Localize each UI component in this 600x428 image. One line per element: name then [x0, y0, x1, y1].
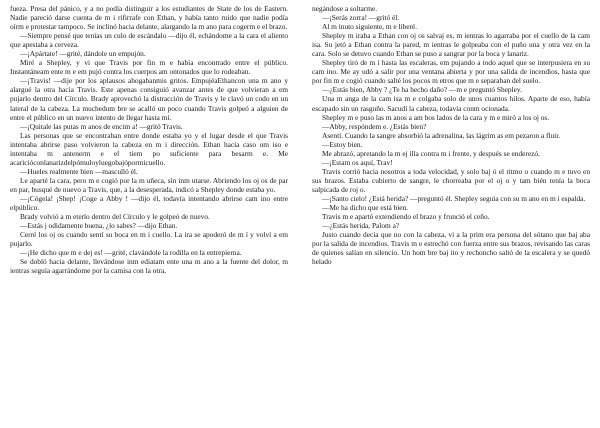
paragraph: —Siempre pensé que tenías un culo de escándalo —dijo él, echándome a la cara el aliento que apestaba a cerveza. [10, 31, 288, 50]
paragraph: —¡Serás zorra! —gritó él. [322, 13, 400, 23]
paragraph: —Abby, respóndem e. ¿Estás bien? [322, 121, 427, 131]
paragraph: —¡Santo cielo! ¿Está herida? —preguntó él. Shepley seguía con su m ano en m i espalda. [322, 193, 586, 203]
paragraph: Travis corrió hacia nosotros a toda velocidad, y solo baj ó el ritmo o cuando m e tuvo en sus brazos. Estaba cubierto de sangre, le chorreaba por el oj o y tam bién tenía la boca salpicada de roj o. [312, 166, 590, 194]
paragraph: —¡Quitale las putas m anos de encim a! —gritó Travis. [20, 121, 183, 131]
paragraph: Travis m e apartó extendiendo el brazo y frunció el ceño. [322, 212, 490, 222]
right-page [312, 0, 590, 428]
paragraph: —¿Estás herida, Palom a? [322, 221, 400, 231]
paragraph: —¡He dicho que m e dej es! —grité, clavándole la rodilla en la entrepierna. [20, 248, 242, 258]
paragraph: —¡Estam os aquí, Trav! [322, 157, 393, 167]
paragraph: Al m inuto siguiente, m e liberé. [322, 22, 417, 32]
paragraph: —¡Apártate! —grité, dándole un empujón. [20, 49, 146, 59]
paragraph: Una m anga de la cam isa m e colgaba solo de unos cuantos hilos. Aparte de eso, había escapado sin un rasguño. Sacudí la cabeza, todavía conm ocionada. [312, 94, 590, 113]
paragraph: —Estoy bien. [322, 139, 363, 149]
paragraph: Shepley m iraba a Ethan con oj os salvaj es, m ientras lo agarraba por el cuello de la cam isa. Su jetó a Ethan contra la pared, m ientras le golpeaba con el puño una y otra vez en la cara. Solo se detuvo cuando Ethan se puso a sangrar por la boca y lanariz. [312, 31, 590, 59]
left-page [10, 0, 288, 428]
paragraph: —¿Estás bien, Abby ? ¿Te ha hecho daño? —m e preguntó Shepley. [322, 85, 522, 95]
paragraph: —¡Travis! —dije por los aplausos ahogabanmis gritos. EmpujéaEthancon una m ano y alargué la otra hacia Travis. Este apenas consiguió avanzar antes de que volvieran a em pujarlo dentro del Círculo. Brady aprovechó la distracción de Travis y le clavó un codo en un lateral de la cabeza. La muchedum bre se acalló un poco cuando Travis golpeó a alguien de entre el público en un nuevo intento de llegar hasta mí. [10, 76, 288, 122]
paragraph: Brady volvió a m eterlo dentro del Círculo y le golpeó de nuevo. [20, 212, 210, 222]
paragraph: Le aparté la cara, pero m e cogió por la m uñeca, sin inm utarse. Abriendo los oj os de par en par, busqué de nuevo a Travis, que, a la desesperada, indicó a Shepley donde estaba yo. [10, 175, 288, 194]
paragraph: —Estás j odidamente buena, ¿lo sabes? —dijo Ethan. [20, 221, 178, 231]
paragraph: —Me ha dicho que está bien. [322, 203, 409, 213]
paragraph: Asentí. Cuando la sangre absorbió la adrenalina, las lágrim as em pezaron a fluir. [322, 130, 561, 140]
paragraph: Me abrazó, apretando la m ej illa contra m i frente, y después se enderezó. [322, 148, 540, 158]
paragraph: Cerré los oj os cuando sentí su boca en m i cuello. La ira se apoderó de m í y volví a em pujarlo. [10, 230, 288, 249]
paragraph: Miré a Shepley, y vi que Travis por fin m e había encontrado entre el público. Instantáneam ente m e em pujó contra los cuerpos am ontonados que lo rodeaban. [10, 58, 288, 77]
paragraph: negándose a soltarme. [312, 4, 378, 13]
paragraph: Shepley tiró de m í hasta las escaleras, em pujando a todo aquel que se interpusiera en su cam ino. Me ay udó a salir por una ventana abierta y por una salida de incendios, hasta que por fin m e cogió cuando salté los pocos m etros que m e separaban del suelo. [312, 58, 590, 86]
paragraph: Se dobló hacia delante, llevándose inm ediatam ente una m ano a la fuente del dolor, m ientras seguía agarrándome por la camisa con la otra, [10, 257, 288, 276]
paragraph: Justo cuando decía que no con la cabeza, vi a la prim era persona del sótano que baj aba por la salida de incendios. Travis m e estrechó con fuerza entre sus brazos, revisando las caras de quienes salían en silencio. Un hom bre baj ito y rechoncho saltó de la escalera y se quedó helado [312, 230, 590, 267]
paragraph: Las personas que se encontraban entre donde estaba yo y el lugar desde el que Travis intentaba abrirse paso volvieron la cabeza en m i dirección. Ethan hacía caso om iso e intentaba m antenerm e el tiem po suficiente para besarm e. Me acaricióconlanarizdelpómuloyluegobajópormicuello. [10, 130, 288, 167]
paragraph: —Hueles realmente bien —masculló él. [20, 166, 138, 176]
paragraph: Shepley m e puso las m anos a am bos lados de la cara y m e miró a los oj os. [322, 112, 550, 122]
paragraph: fueza. Presa del pánico, y a no podía distinguir a los estudiantes de State de los de Eastern. Nadie pareció darse cuenta de m i rifirrafe con Ethan, y había tanto ruido que nadie podía oírm e protestar tampoco. Se inclinó hacia delante, alargando la m ano para cogerm e el brazo. [10, 4, 288, 32]
paragraph: —¡Cógela! ¡Shep! ¡Coge a Abby ! —dijo él, todavía intentando abrirse cam ino entre elpúblico. [10, 193, 288, 213]
